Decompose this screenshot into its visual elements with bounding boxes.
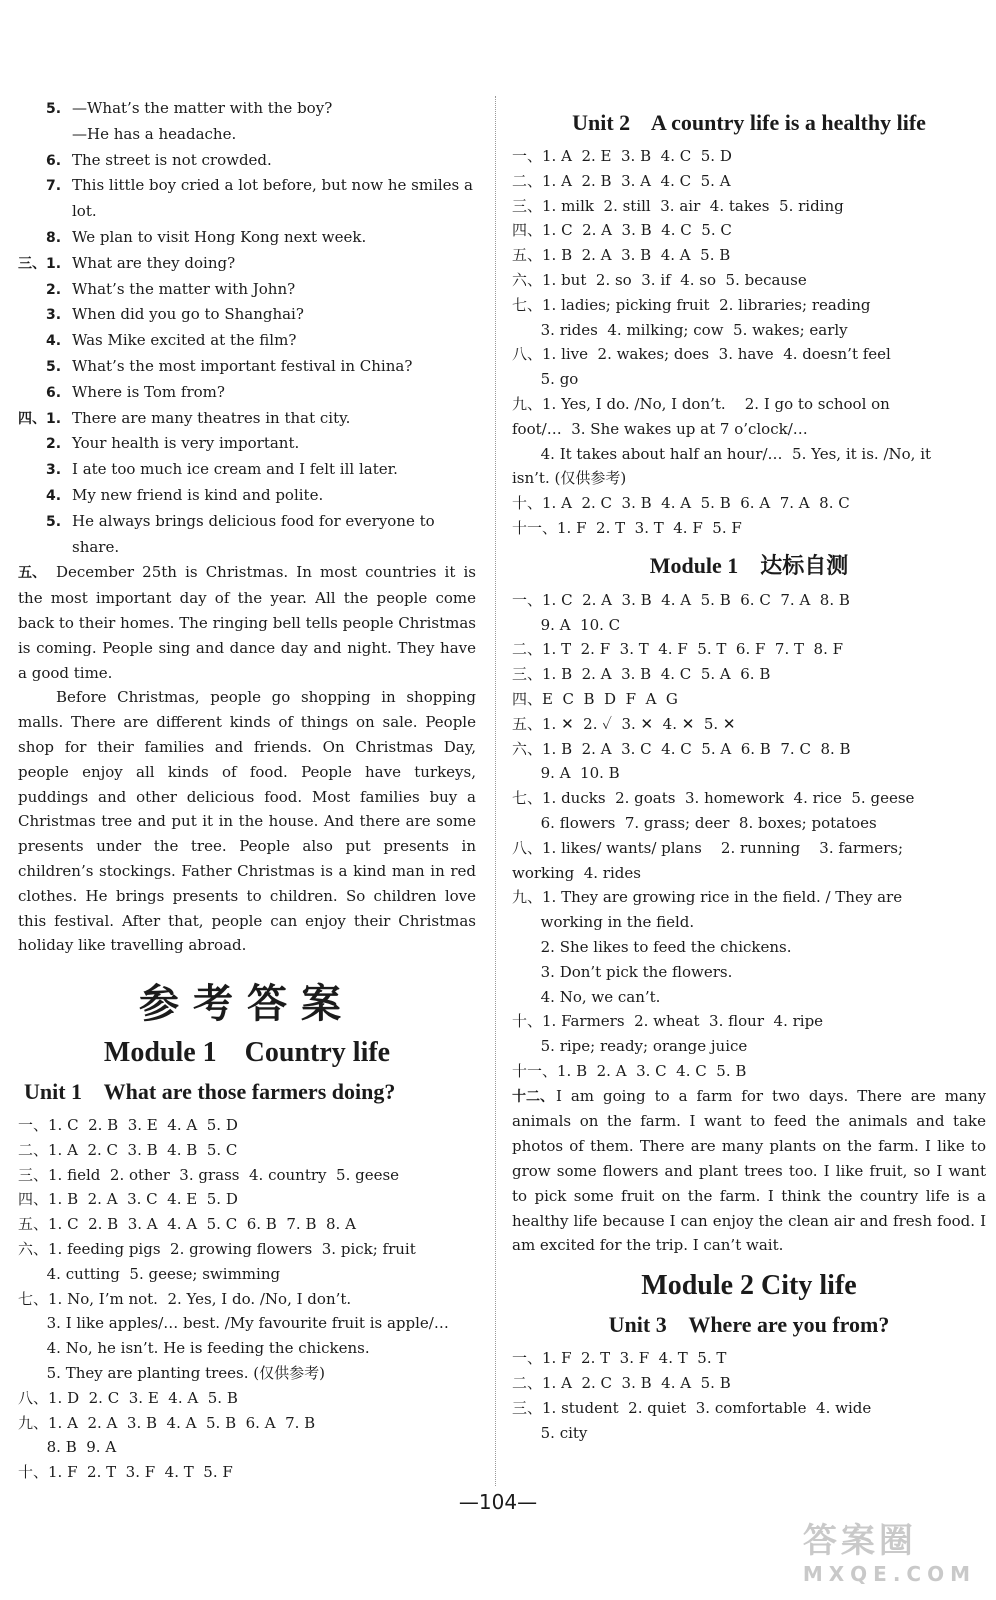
unit1-answers bbox=[18, 1113, 476, 1485]
watermark-logo bbox=[803, 1513, 976, 1586]
answer-label: 4. bbox=[46, 333, 62, 350]
answer-line: 八、1. live 2. wakes; does 3. have 4. doesn’t feel bbox=[512, 345, 891, 364]
answer-line: 5. ripe; ready; orange juice bbox=[512, 1037, 748, 1056]
answer-line: 二、1. A 2. C 3. B 4. B 5. C bbox=[18, 1140, 238, 1159]
answer-label: 5. bbox=[46, 358, 62, 375]
left-column bbox=[18, 96, 476, 1485]
answer-label: 四、1. bbox=[18, 410, 62, 427]
answer-line: 四、1. B 2. A 3. C 4. E 5. D bbox=[18, 1190, 238, 1209]
answer-line: 九、1. Yes, I do. /No, I don’t. 2. I go to school on bbox=[512, 394, 890, 413]
answer-line: 4. No, we can’t. bbox=[512, 987, 661, 1006]
answer-line: 九、1. A 2. A 3. B 4. A 5. B 6. A 7. B bbox=[18, 1413, 316, 1432]
module1-title: Module 1 Country life bbox=[103, 1037, 391, 1069]
answer-line: 三、1. milk 2. still 3. air 4. takes 5. riding bbox=[512, 196, 844, 215]
answer-line bbox=[18, 380, 476, 406]
essay-12-text: I am going to a farm for two days. There are many animals on the farm. I want to feed the animals and take photos of them. There are many plants on the farm. I like to grow some flowers and plant trees too. I like fruit, so I want to pick some fruit on the farm. I think the country life is a healthy life because I can enjoy the clean air and fresh food. I am excited for the trip. I can’t wait. bbox=[512, 1086, 986, 1255]
answer-text: When did you go to Shanghai? bbox=[72, 305, 304, 324]
answer-label: 5. bbox=[46, 101, 62, 117]
module1-test-title: Module 1 达标自测 bbox=[649, 552, 849, 578]
answer-text: Was Mike excited at the film? bbox=[72, 331, 297, 350]
answers-title: 参考答案 bbox=[139, 981, 355, 1028]
answer-text: Where is Tom from? bbox=[72, 382, 225, 401]
answer-line bbox=[18, 509, 476, 535]
answer-line: 二、1. A 2. B 3. A 4. C 5. A bbox=[512, 171, 731, 190]
answer-text: The street is not crowded. bbox=[72, 150, 272, 169]
answer-line: 9. A 10. C bbox=[512, 615, 621, 634]
essay-paragraph-1: December 25th is Christmas. In most countries it is the most important day of the year. All the people come back to their homes. The ringing bell tells people Christmas is coming. People sing and dance day and night. They have a good time. bbox=[18, 563, 476, 682]
answer-label: 3. bbox=[46, 462, 62, 479]
answer-text: He always brings delicious food for everyone to bbox=[72, 511, 435, 530]
answer-text: What are they doing? bbox=[72, 253, 236, 272]
answer-line bbox=[18, 431, 476, 457]
answer-label: 6. bbox=[46, 384, 62, 401]
answer-line: 4. It takes about half an hour/… 5. Yes, it is. /No, it bbox=[512, 444, 932, 463]
answer-line: 八、1. D 2. C 3. E 4. A 5. B bbox=[18, 1388, 238, 1407]
unit3-title: Unit 3 Where are you from? bbox=[608, 1312, 890, 1338]
answer-line: 七、1. ducks 2. goats 3. homework 4. rice 5. geese bbox=[512, 789, 915, 808]
answer-label: 2. bbox=[46, 281, 62, 298]
answer-line: 4. No, he isn’t. He is feeding the chickens. bbox=[18, 1339, 370, 1358]
essay-block-12 bbox=[512, 1084, 986, 1259]
answer-line: 四、1. C 2. A 3. B 4. C 5. C bbox=[512, 221, 732, 240]
essay-label: 五、 bbox=[18, 565, 46, 582]
answer-line bbox=[18, 225, 476, 251]
answer-line: 三、1. field 2. other 3. grass 4. country 5. geese bbox=[18, 1165, 400, 1184]
answer-line: 2. She likes to feed the chickens. bbox=[512, 937, 792, 956]
answer-line: 3. rides 4. milking; cow 5. wakes; early bbox=[512, 320, 848, 339]
answer-line: 十一、1. B 2. A 3. C 4. C 5. B bbox=[512, 1061, 747, 1080]
answer-line: 一、1. F 2. T 3. F 4. T 5. T bbox=[512, 1349, 727, 1368]
answer-text: I ate too much ice cream and I felt ill later. bbox=[72, 460, 398, 479]
answer-label: 8. bbox=[46, 229, 62, 246]
answer-line: working in the field. bbox=[512, 913, 695, 932]
answer-line: 5. go bbox=[512, 370, 579, 389]
answer-text: —What’s the matter with the boy? bbox=[72, 99, 333, 117]
answer-text: What’s the most important festival in China? bbox=[72, 356, 413, 375]
answer-line bbox=[18, 302, 476, 328]
answer-line: 六、1. feeding pigs 2. growing flowers 3. pick; fruit bbox=[18, 1240, 416, 1259]
answer-label: 5. bbox=[46, 513, 62, 530]
exercise-answers-top bbox=[18, 96, 476, 560]
answer-line: 十、1. A 2. C 3. B 4. A 5. B 6. A 7. A 8. C bbox=[512, 494, 850, 513]
answer-line bbox=[18, 96, 476, 122]
answer-line bbox=[18, 457, 476, 483]
essay-block-5 bbox=[18, 560, 476, 685]
answer-line bbox=[18, 328, 476, 354]
answer-text: —He has a headache. bbox=[72, 124, 237, 143]
answer-line: 9. A 10. B bbox=[512, 764, 620, 783]
answer-line: foot/… 3. She wakes up at 7 o’clock/… bbox=[512, 419, 808, 438]
answer-line: 十、1. Farmers 2. wheat 3. flour 4. ripe bbox=[512, 1012, 824, 1031]
answer-line: 一、1. C 2. B 3. E 4. A 5. D bbox=[18, 1116, 238, 1135]
answer-line: 七、1. No, I’m not. 2. Yes, I do. /No, I don’t. bbox=[18, 1289, 352, 1308]
unit2-answers bbox=[512, 144, 986, 541]
answer-label: 三、1. bbox=[18, 255, 62, 272]
unit1-title: Unit 1 What are those farmers doing? bbox=[24, 1079, 396, 1105]
answer-line: 十一、1. F 2. T 3. T 4. F 5. F bbox=[512, 518, 742, 537]
answer-line bbox=[18, 535, 476, 561]
answer-line: 八、1. likes/ wants/ plans 2. running 3. farmers; bbox=[512, 838, 904, 857]
answer-line: 六、1. B 2. A 3. C 4. C 5. A 6. B 7. C 8. B bbox=[512, 739, 851, 758]
right-column bbox=[512, 96, 986, 1445]
answer-label: 4. bbox=[46, 487, 62, 504]
answer-line: 一、1. A 2. E 3. B 4. C 5. D bbox=[512, 147, 732, 165]
answer-line: 五、1. B 2. A 3. B 4. A 5. B bbox=[512, 246, 731, 265]
answer-line bbox=[18, 251, 476, 277]
answer-text: lot. bbox=[72, 202, 97, 221]
answer-line: 4. cutting 5. geese; swimming bbox=[18, 1264, 281, 1283]
answer-line: 5. city bbox=[512, 1423, 588, 1442]
answer-line: 一、1. C 2. A 3. B 4. A 5. B 6. C 7. A 8. B bbox=[512, 590, 850, 609]
answer-line: 8. B 9. A bbox=[18, 1438, 117, 1457]
answer-label: 3. bbox=[46, 307, 62, 324]
answer-line: 二、1. A 2. C 3. B 4. A 5. B bbox=[512, 1374, 731, 1393]
answer-line: 三、1. B 2. A 3. B 4. C 5. A 6. B bbox=[512, 665, 771, 684]
answer-text: Your health is very important. bbox=[72, 434, 300, 453]
essay-label-12: 十二、 bbox=[512, 1088, 554, 1105]
page-number: —104— bbox=[458, 1490, 538, 1514]
answer-line bbox=[18, 173, 476, 199]
answer-line: 5. They are planting trees. (仅供参考) bbox=[18, 1364, 325, 1383]
watermark-bottom: MXQE.COM bbox=[802, 1562, 976, 1586]
answer-label: 7. bbox=[46, 178, 62, 195]
answer-line: 6. flowers 7. grass; deer 8. boxes; potatoes bbox=[512, 813, 877, 832]
answer-line bbox=[18, 122, 476, 148]
answer-line bbox=[18, 277, 476, 303]
answer-line bbox=[18, 148, 476, 174]
answer-label: 6. bbox=[46, 152, 62, 169]
watermark-top: 答案圈 bbox=[802, 1521, 917, 1561]
answer-text: My new friend is kind and polite. bbox=[72, 485, 324, 504]
answer-line: 3. I like apples/… best. /My favourite fruit is apple/… bbox=[18, 1314, 449, 1333]
module2-title: Module 2 City life bbox=[641, 1270, 857, 1302]
answer-line: 五、1. C 2. B 3. A 4. A 5. C 6. B 7. B 8. A bbox=[18, 1215, 356, 1234]
answer-text: This little boy cried a lot before, but now he smiles a bbox=[72, 176, 473, 195]
unit2-title: Unit 2 A country life is a healthy life bbox=[572, 110, 926, 135]
answer-line: isn’t. (仅供参考) bbox=[512, 469, 627, 488]
answer-line bbox=[18, 199, 476, 225]
module1-test-answers bbox=[512, 588, 986, 1084]
answer-line: 三、1. student 2. quiet 3. comfortable 4. wide bbox=[512, 1398, 872, 1417]
answer-line: 七、1. ladies; picking fruit 2. libraries; reading bbox=[512, 295, 871, 314]
column-divider bbox=[495, 96, 496, 1486]
answer-line bbox=[18, 483, 476, 509]
answer-line: 3. Don’t pick the flowers. bbox=[512, 962, 733, 981]
answer-text: We plan to visit Hong Kong next week. bbox=[72, 227, 367, 246]
answer-line: 四、E C B D F A G bbox=[512, 689, 678, 708]
answer-text: share. bbox=[72, 537, 120, 556]
answer-line bbox=[18, 354, 476, 380]
answer-line: 六、1. but 2. so 3. if 4. so 5. because bbox=[512, 270, 807, 289]
answer-line: 五、1. ✕ 2. ✓ 3. ✕ 4. ✕ 5. ✕ bbox=[512, 714, 736, 733]
answer-line bbox=[18, 406, 476, 432]
answer-label: 2. bbox=[46, 436, 62, 453]
answer-text: There are many theatres in that city. bbox=[72, 408, 351, 427]
essay-paragraph-2: Before Christmas, people go shopping in shopping malls. There are different kinds of things on sale. People shop for their families and friends. On Christmas Day, people enjoy all kinds of food. People have turkeys, puddings and other delicious food. Most families buy a Christmas tree and put it in the house. And there are some presents under the tree. People also put presents in children’s stockings. Father Christmas is a kind man in red clothes. He brings presents to children. So children love this festival. After that, people can enjoy their Christmas holiday like travelling abroad. bbox=[18, 688, 476, 955]
answer-line: 十、1. F 2. T 3. F 4. T 5. F bbox=[18, 1463, 233, 1482]
answer-line: 九、1. They are growing rice in the field. / They are bbox=[512, 888, 903, 907]
answer-line: 二、1. T 2. F 3. T 4. F 5. T 6. F 7. T 8. F bbox=[512, 640, 844, 659]
unit3-answers bbox=[512, 1346, 986, 1445]
answer-line: working 4. rides bbox=[512, 863, 641, 882]
answer-text: What’s the matter with John? bbox=[72, 279, 296, 298]
